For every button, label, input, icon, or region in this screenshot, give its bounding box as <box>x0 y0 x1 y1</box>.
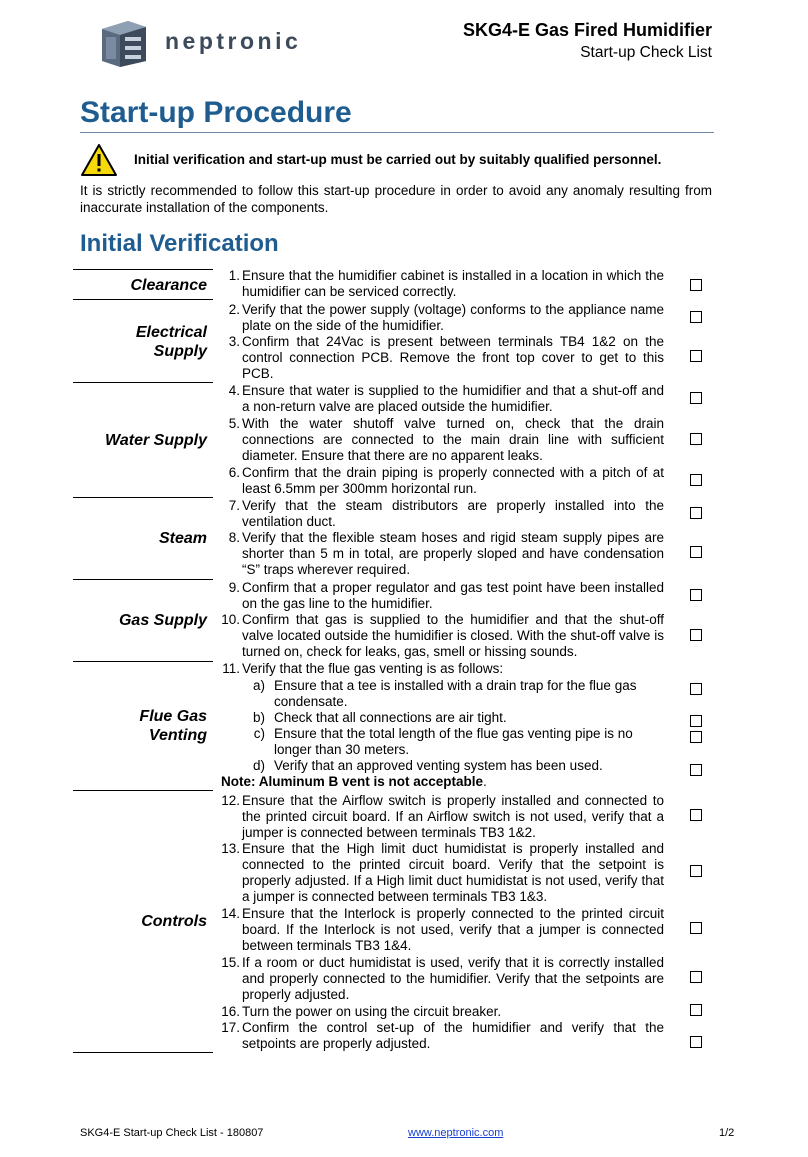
checkbox-item-9[interactable] <box>690 589 702 601</box>
checkbox-item-1[interactable] <box>690 279 702 291</box>
section-divider <box>73 1052 213 1053</box>
sub-list-item: d) Verify that an approved venting system has been used. <box>252 758 603 773</box>
checkbox-item-11d[interactable] <box>690 764 702 776</box>
checkbox-item-16[interactable] <box>690 1004 702 1016</box>
neptronic-logo <box>98 17 358 69</box>
list-item: 12. Ensure that the Airflow switch is properly installed and connected to the printed circuit board. If an Airflow switch is not used, verify that a jumper is connected between terminals TB3 1&2. <box>221 793 664 840</box>
list-item: 10. Confirm that gas is supplied to the humidifier and that the shut-off valve located outside the humidifier is closed. With the shut-off valve is turned on, check for leaks, gas, smell or hissing sounds. <box>221 612 664 659</box>
checkbox-item-7[interactable] <box>690 507 702 519</box>
section-divider <box>73 579 213 580</box>
list-item: 9. Confirm that a proper regulator and gas test point have been installed on the gas line to the humidifier. <box>228 580 664 611</box>
brand-name: neptronic <box>165 28 302 54</box>
section-label-clearance: Clearance <box>130 277 207 294</box>
list-item: 4. Ensure that water is supplied to the humidifier and that a shut-off and a non-return valve are placed outside the humidifier. <box>228 383 664 414</box>
footer-website-link[interactable]: www.neptronic.com <box>408 1127 504 1139</box>
section-label-controls: Controls <box>141 913 207 930</box>
checkbox-item-11b[interactable] <box>690 715 702 727</box>
checkbox-item-17[interactable] <box>690 1036 702 1048</box>
section-label-flue-gas-venting: Flue Gas Venting <box>139 708 207 744</box>
checkbox-item-12[interactable] <box>690 809 702 821</box>
checkbox-item-15[interactable] <box>690 971 702 983</box>
list-item: 5. With the water shutoff valve turned on, check that the drain connections are connected to the main drain line with sufficient diameter. Ensure that there are no apparent leaks. <box>228 416 664 463</box>
checkbox-item-4[interactable] <box>690 392 702 404</box>
note-text: Note: Aluminum B vent is not acceptable. <box>221 774 487 789</box>
section-label-electrical-supply: Electrical Supply <box>135 324 207 360</box>
checkbox-item-6[interactable] <box>690 474 702 486</box>
checkbox-item-5[interactable] <box>690 433 702 445</box>
document-title: SKG4-E Gas Fired Humidifier <box>462 20 712 40</box>
section-label-steam: Steam <box>158 530 207 547</box>
section-divider <box>73 661 213 662</box>
section-divider <box>73 269 213 270</box>
sub-list-item: b) Check that all connections are air tight. <box>252 710 507 725</box>
sub-list-item: a) Ensure that a tee is installed with a drain trap for the flue gas condensate. <box>252 678 637 709</box>
list-item: 6. Confirm that the drain piping is properly connected with a pitch of at least 6.5mm per 300mm horizontal run. <box>228 465 664 496</box>
list-item: 8. Verify that the flexible steam hoses and rigid steam supply pipes are shorter than 5 m in total, are properly sloped and have condensation “S” traps wherever required. <box>228 530 664 577</box>
checkbox-item-14[interactable] <box>690 922 702 934</box>
checkbox-item-13[interactable] <box>690 865 702 877</box>
checkbox-item-10[interactable] <box>690 629 702 641</box>
list-item: 11. Verify that the flue gas venting is as follows: <box>222 661 504 676</box>
intro-paragraph: It is strictly recommended to follow this start-up procedure in order to avoid any anomaly resulting from inaccurate installation of the components. <box>80 183 712 215</box>
sub-list-item: c) Ensure that the total length of the flue gas venting pipe is no longer than 30 meters. <box>253 726 633 757</box>
list-item: 2. Verify that the power supply (voltage) conforms to the appliance name plate on the side of the humidifier. <box>228 302 664 333</box>
checkbox-item-8[interactable] <box>690 546 702 558</box>
checkbox-item-2[interactable] <box>690 311 702 323</box>
section-heading: Initial Verification <box>80 230 279 257</box>
list-item: 17. Confirm the control set-up of the humidifier and verify that the setpoints are properly adjusted. <box>221 1020 664 1051</box>
section-label-water-supply: Water Supply <box>105 432 207 449</box>
list-item: 1. Ensure that the humidifier cabinet is installed in a location in which the humidifier can be serviced correctly. <box>228 268 664 299</box>
section-divider <box>73 497 213 498</box>
document-subtitle: Start-up Check List <box>580 44 712 61</box>
list-item: 15. If a room or duct humidistat is used, verify that it is correctly installed and properly connected to the humidifier. Verify that the setpoints are properly adjusted. <box>221 955 664 1002</box>
warning-icon <box>80 143 118 177</box>
footer-page-number: 1/2 <box>719 1127 735 1139</box>
warning-text: Initial verification and start-up must be carried out by suitably qualified personnel. <box>134 152 662 167</box>
list-item: 14. Ensure that the Interlock is properly connected to the printed circuit board. If the Interlock is not used, verify that a jumper is connected between terminals TB3 1&4. <box>221 906 664 953</box>
section-divider <box>73 790 213 791</box>
list-item: 16. Turn the power on using the circuit breaker. <box>221 1004 502 1019</box>
list-item: 3. Confirm that 24Vac is present between terminals TB4 1&2 on the control connection PCB. Remove the front top cover to get to this PCB. <box>228 334 664 381</box>
list-item: 7. Verify that the steam distributors are properly installed into the ventilation duct. <box>228 498 664 529</box>
page-heading: Start-up Procedure <box>80 96 352 129</box>
section-label-gas-supply: Gas Supply <box>118 612 207 629</box>
footer-document-id: SKG4-E Start-up Check List - 180807 <box>80 1127 264 1139</box>
neptronic-logo-icon <box>98 17 150 69</box>
list-item: 13. Ensure that the High limit duct humidistat is properly installed and connected to the printed circuit board. Verify that the setpoint is properly adjusted. If a High limit duct humidistat is not used, verify that a jumper is connected between terminals TB3 1&3. <box>221 841 664 904</box>
checkbox-item-3[interactable] <box>690 350 702 362</box>
checkbox-item-11c[interactable] <box>690 731 702 743</box>
section-divider <box>73 382 213 383</box>
heading-divider <box>80 132 714 133</box>
checkbox-item-11a[interactable] <box>690 683 702 695</box>
section-divider <box>73 299 213 300</box>
